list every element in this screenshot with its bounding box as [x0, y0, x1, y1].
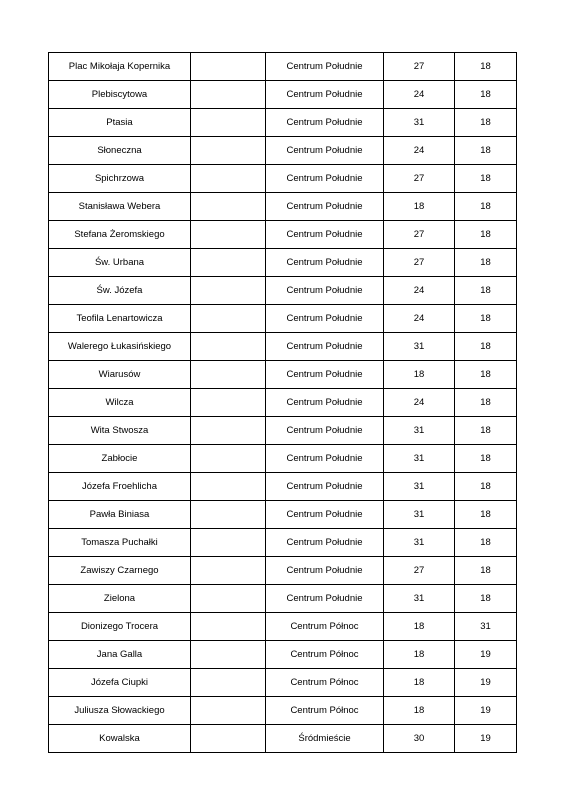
value-a-cell: 18 [384, 361, 455, 389]
value-b-cell: 18 [455, 333, 517, 361]
table-row [49, 81, 517, 109]
district-cell: Centrum Południe [266, 501, 384, 529]
value-a-cell: 31 [384, 501, 455, 529]
value-a-cell: 27 [384, 165, 455, 193]
value-b-cell: 18 [455, 137, 517, 165]
street-name-cell: Wilcza [49, 389, 191, 417]
empty-cell [191, 641, 266, 669]
district-cell: Centrum Południe [266, 81, 384, 109]
district-cell: Centrum Południe [266, 417, 384, 445]
street-table [48, 52, 517, 753]
value-b-cell: 18 [455, 417, 517, 445]
district-cell: Centrum Południe [266, 529, 384, 557]
table-row [49, 725, 517, 753]
table-row [49, 697, 517, 725]
value-b-cell: 19 [455, 725, 517, 753]
district-cell: Centrum Północ [266, 641, 384, 669]
value-a-cell: 31 [384, 109, 455, 137]
district-cell: Centrum Południe [266, 137, 384, 165]
value-a-cell: 18 [384, 669, 455, 697]
street-name-cell: Józefa Ciupki [49, 669, 191, 697]
street-name-cell: Spichrzowa [49, 165, 191, 193]
street-name-cell: Teofila Lenartowicza [49, 305, 191, 333]
table-row [49, 165, 517, 193]
value-b-cell: 18 [455, 529, 517, 557]
table-row [49, 305, 517, 333]
value-a-cell: 31 [384, 333, 455, 361]
street-name-cell: Słoneczna [49, 137, 191, 165]
empty-cell [191, 249, 266, 277]
district-cell: Centrum Południe [266, 165, 384, 193]
empty-cell [191, 221, 266, 249]
empty-cell [191, 305, 266, 333]
table-row [49, 445, 517, 473]
table-row [49, 389, 517, 417]
value-a-cell: 30 [384, 725, 455, 753]
empty-cell [191, 725, 266, 753]
district-cell: Centrum Południe [266, 53, 384, 81]
value-a-cell: 18 [384, 641, 455, 669]
district-cell: Centrum Północ [266, 669, 384, 697]
district-cell: Centrum Południe [266, 277, 384, 305]
empty-cell [191, 81, 266, 109]
district-cell: Centrum Południe [266, 305, 384, 333]
empty-cell [191, 501, 266, 529]
district-cell: Centrum Południe [266, 193, 384, 221]
value-a-cell: 31 [384, 529, 455, 557]
value-a-cell: 31 [384, 417, 455, 445]
value-a-cell: 31 [384, 445, 455, 473]
value-a-cell: 27 [384, 249, 455, 277]
empty-cell [191, 697, 266, 725]
value-b-cell: 18 [455, 277, 517, 305]
value-a-cell: 31 [384, 585, 455, 613]
value-a-cell: 18 [384, 697, 455, 725]
value-a-cell: 24 [384, 305, 455, 333]
district-cell: Centrum Południe [266, 109, 384, 137]
value-a-cell: 27 [384, 557, 455, 585]
value-a-cell: 27 [384, 221, 455, 249]
street-name-cell: Jana Galla [49, 641, 191, 669]
value-a-cell: 24 [384, 137, 455, 165]
value-b-cell: 18 [455, 249, 517, 277]
street-name-cell: Stefana Żeromskiego [49, 221, 191, 249]
district-cell: Centrum Południe [266, 249, 384, 277]
empty-cell [191, 417, 266, 445]
table-row [49, 501, 517, 529]
value-a-cell: 24 [384, 277, 455, 305]
district-cell: Centrum Południe [266, 221, 384, 249]
street-name-cell: Stanisława Webera [49, 193, 191, 221]
district-cell: Centrum Południe [266, 585, 384, 613]
street-table-container [48, 52, 517, 753]
table-row [49, 249, 517, 277]
table-row [49, 669, 517, 697]
value-a-cell: 18 [384, 193, 455, 221]
empty-cell [191, 109, 266, 137]
value-b-cell: 18 [455, 165, 517, 193]
street-name-cell: Józefa Froehlicha [49, 473, 191, 501]
table-row [49, 557, 517, 585]
empty-cell [191, 529, 266, 557]
value-b-cell: 18 [455, 193, 517, 221]
table-row [49, 137, 517, 165]
value-b-cell: 19 [455, 641, 517, 669]
value-b-cell: 18 [455, 501, 517, 529]
table-row [49, 473, 517, 501]
table-row [49, 53, 517, 81]
value-a-cell: 24 [384, 389, 455, 417]
street-name-cell: Juliusza Słowackiego [49, 697, 191, 725]
value-b-cell: 18 [455, 81, 517, 109]
empty-cell [191, 361, 266, 389]
street-name-cell: Św. Józefa [49, 277, 191, 305]
street-name-cell: Plebiscytowa [49, 81, 191, 109]
table-row [49, 417, 517, 445]
empty-cell [191, 389, 266, 417]
empty-cell [191, 277, 266, 305]
value-b-cell: 18 [455, 53, 517, 81]
empty-cell [191, 473, 266, 501]
table-row [49, 333, 517, 361]
street-name-cell: Walerego Łukasińskiego [49, 333, 191, 361]
street-name-cell: Pawła Biniasa [49, 501, 191, 529]
table-row [49, 361, 517, 389]
empty-cell [191, 165, 266, 193]
district-cell: Centrum Południe [266, 445, 384, 473]
district-cell: Centrum Południe [266, 557, 384, 585]
value-a-cell: 27 [384, 53, 455, 81]
district-cell: Centrum Południe [266, 361, 384, 389]
empty-cell [191, 137, 266, 165]
value-a-cell: 31 [384, 473, 455, 501]
table-row [49, 221, 517, 249]
street-name-cell: Tomasza Puchałki [49, 529, 191, 557]
value-a-cell: 24 [384, 81, 455, 109]
table-row [49, 193, 517, 221]
value-a-cell: 18 [384, 613, 455, 641]
empty-cell [191, 53, 266, 81]
district-cell: Centrum Północ [266, 613, 384, 641]
street-name-cell: Św. Urbana [49, 249, 191, 277]
empty-cell [191, 613, 266, 641]
value-b-cell: 18 [455, 109, 517, 137]
value-b-cell: 18 [455, 389, 517, 417]
district-cell: Centrum Południe [266, 333, 384, 361]
district-cell: Śródmieście [266, 725, 384, 753]
empty-cell [191, 333, 266, 361]
value-b-cell: 31 [455, 613, 517, 641]
district-cell: Centrum Południe [266, 473, 384, 501]
value-b-cell: 18 [455, 221, 517, 249]
table-row [49, 641, 517, 669]
street-name-cell: Zabłocie [49, 445, 191, 473]
table-row [49, 529, 517, 557]
table-row [49, 109, 517, 137]
street-name-cell: Kowalska [49, 725, 191, 753]
table-row [49, 277, 517, 305]
district-cell: Centrum Południe [266, 389, 384, 417]
table-row [49, 613, 517, 641]
value-b-cell: 18 [455, 361, 517, 389]
street-name-cell: Dionizego Trocera [49, 613, 191, 641]
street-table-body [49, 53, 517, 753]
value-b-cell: 19 [455, 697, 517, 725]
street-name-cell: Plac Mikołaja Kopernika [49, 53, 191, 81]
value-b-cell: 18 [455, 445, 517, 473]
table-row [49, 585, 517, 613]
street-name-cell: Wita Stwosza [49, 417, 191, 445]
empty-cell [191, 669, 266, 697]
empty-cell [191, 445, 266, 473]
value-b-cell: 18 [455, 305, 517, 333]
empty-cell [191, 193, 266, 221]
district-cell: Centrum Północ [266, 697, 384, 725]
street-name-cell: Ptasia [49, 109, 191, 137]
value-b-cell: 19 [455, 669, 517, 697]
empty-cell [191, 585, 266, 613]
value-b-cell: 18 [455, 557, 517, 585]
value-b-cell: 18 [455, 473, 517, 501]
empty-cell [191, 557, 266, 585]
street-name-cell: Zawiszy Czarnego [49, 557, 191, 585]
street-name-cell: Wiarusów [49, 361, 191, 389]
value-b-cell: 18 [455, 585, 517, 613]
street-name-cell: Zielona [49, 585, 191, 613]
